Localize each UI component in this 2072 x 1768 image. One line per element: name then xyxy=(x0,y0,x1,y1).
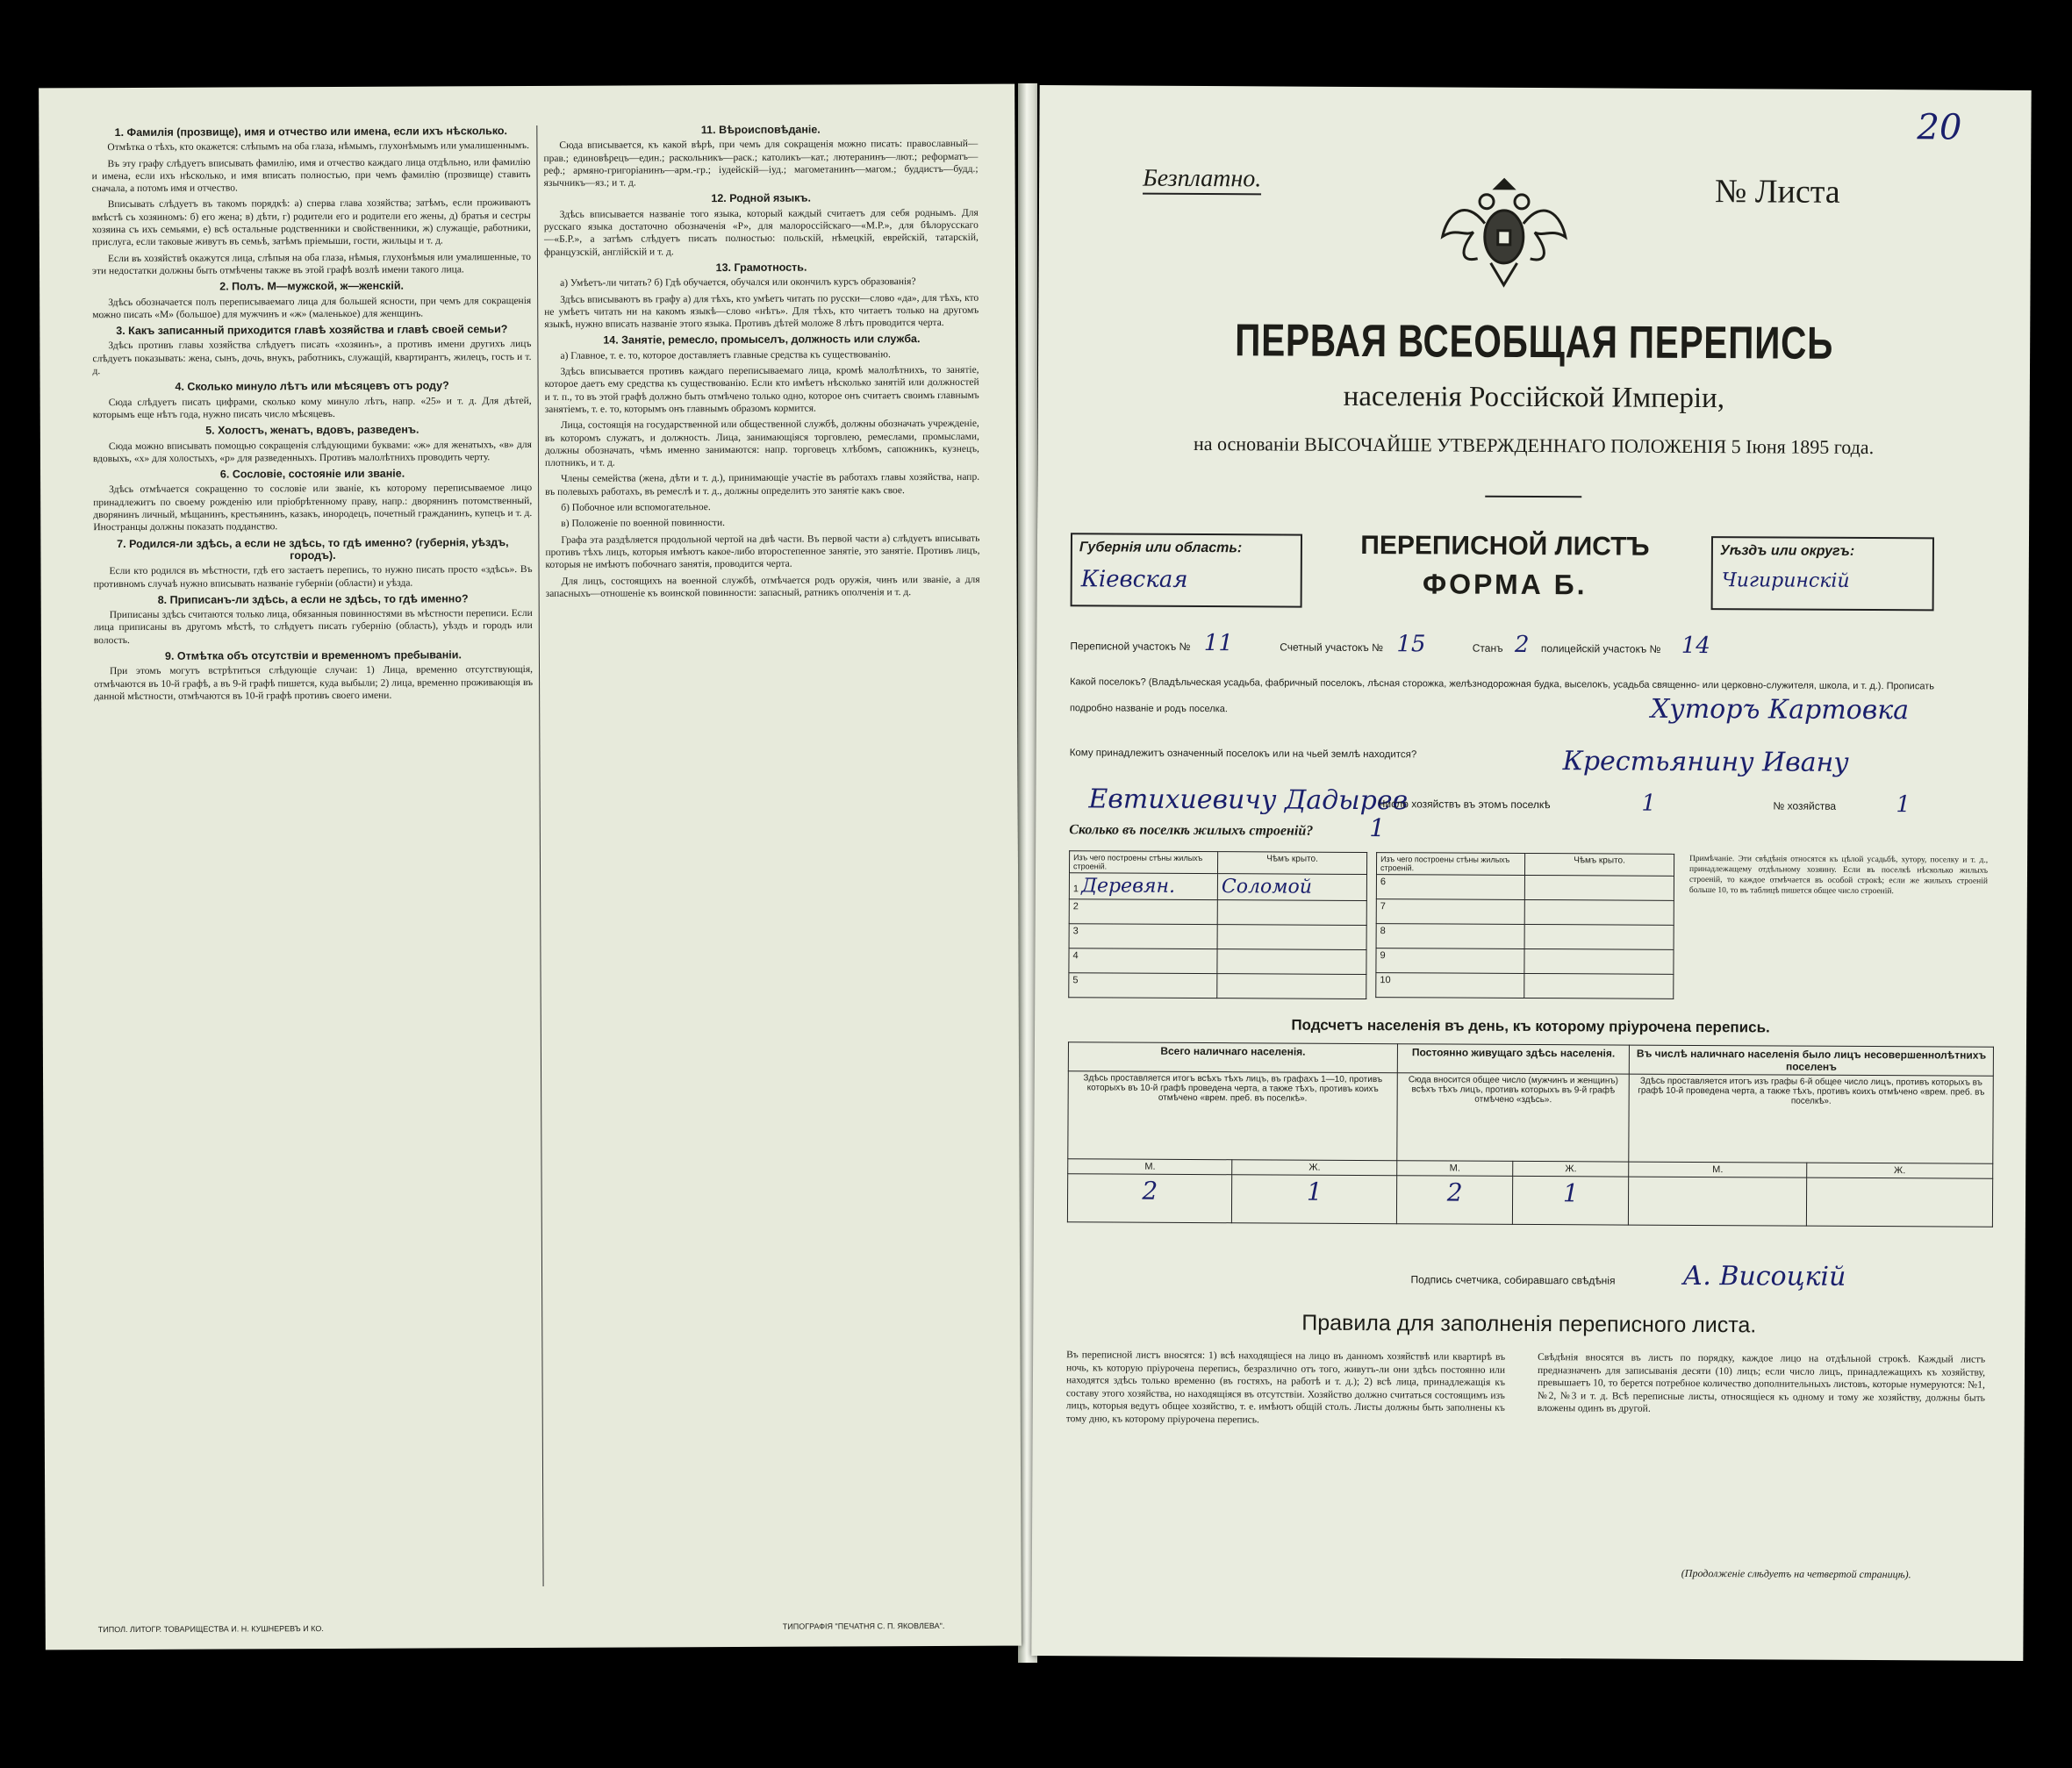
owner-label: Кому принадлежитъ означенный поселокъ или на чьей землѣ находится? xyxy=(1069,748,1417,761)
instruction-paragraph: Лица, состоящія на государственной или общественной службѣ, должны обозначать учрежденіе, въ которомъ служатъ, и должность. Лица, занимающіяся торговлею, ремеслами, промыслами, должны обозначать, чѣмъ именно занимаются: напр. торговецъ хлѣбомъ, сапожникъ, кузнецъ, плотникъ, и т. д. xyxy=(544,418,979,469)
summary-desc-total: Здѣсь проставляется итогъ всѣхъ тѣхъ лицъ, въ графахъ 1—10, противъ которыхъ въ 10-й графѣ проведена черта, а также тѣхъ, противъ коихъ отмѣчено «врем. преб. въ поселкѣ». xyxy=(1068,1071,1398,1161)
female-header: Ж. xyxy=(1807,1163,1993,1178)
count-section-value: 15 xyxy=(1396,631,1426,658)
summary-header-total: Всего наличнаго населенія. xyxy=(1068,1042,1397,1073)
minor-female-value xyxy=(1806,1177,1992,1227)
left-column-2 xyxy=(543,119,984,1595)
instruction-paragraph: Здѣсь отмѣчается сокращенно то сословіе или званіе, къ которому переписываемое лицо принадлежитъ по своему рожденію или пріобрѣтенному праву, напр.: дворянинъ потомственный, дворянинъ личный, мѣщанинъ, крестьянинъ, казакъ, инородецъ, почетный гражданинъ, купецъ и т. д. Иностранцы должны показать подданство. xyxy=(93,483,533,533)
instruction-paragraph: Здѣсь обозначается полъ переписываемаго лица для большей ясности, при чемъ для сокращенія можно писать «М» (большое) для мужчинъ и «ж» (маленькое) для женщинъ. xyxy=(92,295,532,321)
summary-title: Подсчетъ населенія въ день, къ которому пріурочена перепись. xyxy=(1291,1016,1770,1036)
column-divider xyxy=(536,125,543,1586)
section-heading: 3. Какъ записанный приходится главѣ хозяйства и главѣ своей семьи? xyxy=(116,323,508,338)
instruction-paragraph: Здѣсь вписывается противъ каждаго переписываемаго лица, кромѣ малолѣтнихъ, то занятіе, которое даетъ ему средства къ существованію. Если кто имѣетъ нѣсколько занятій или должностей и т. п., то въ этой графѣ должно быть отмѣчено только одно, которое онъ считаетъ своимъ главнымъ занятіемъ, т. е. то, которымъ онъ главнымъ образомъ кормится. xyxy=(544,364,979,415)
household-number-label: № хозяйства xyxy=(1773,799,1837,812)
walls-header-2: Изъ чего построены стѣны жилыхъ строеній. xyxy=(1376,853,1524,876)
buildings-label: Сколько въ поселкѣ жилыхъ строеній? xyxy=(1069,822,1314,839)
instruction-paragraph: Графа эта раздѣляется продольной чертой на двѣ части. Въ первой части а) слѣдуетъ вписывать противъ тѣхъ лицъ, которыя имѣютъ какое-либо второстепенное занятіе, это занятіе. Противъ лицъ, которыя не имѣютъ побочнаго занятія, проводится черта. xyxy=(545,533,980,571)
buildings-table-left xyxy=(1068,850,1367,999)
census-section-label: Переписной участокъ № xyxy=(1070,640,1191,653)
households-label: Число хозяйствъ въ этомъ поселкѣ xyxy=(1378,798,1551,812)
section-heading: 5. Холостъ, женатъ, вдовъ, разведенъ. xyxy=(205,423,419,437)
section-heading: 7. Родился-ли здѣсь, а если не здѣсь, то гдѣ именно? (губернія, уѣздъ, городъ). xyxy=(117,535,509,562)
population-summary-table xyxy=(1067,1041,1994,1228)
male-header: М. xyxy=(1068,1159,1233,1175)
instruction-paragraph: Сюда слѣдуетъ писать цифрами, сколько кому минуло лѣтъ, напр. «25» и т. д. Для дѣтей, которымъ еще нѣтъ года, нужно писать число мѣсяцевъ. xyxy=(92,395,532,421)
female-header: Ж. xyxy=(1513,1161,1629,1177)
instruction-paragraph: в) Положеніе по военной повинности. xyxy=(561,518,726,530)
summary-desc-permanent: Сюда вносится общее число (мужчинъ и женщинъ) всѣхъ тѣхъ лицъ, противъ которыхъ въ 9-й графѣ отмѣчено «здѣсь». xyxy=(1397,1073,1630,1162)
gubernia-label: Губернія или область: xyxy=(1079,540,1243,556)
section-heading: 6. Сословіе, состояніе или званіе. xyxy=(219,467,405,481)
instruction-paragraph: Здѣсь противъ главы хозяйства слѣдуетъ писать «хозяинъ», а противъ имени другихъ лицъ слѣдуетъ показывать: жена, сынъ, дочь, внукъ, работникъ, служащій, квартирантъ, жилецъ, гость и т. д. xyxy=(92,339,532,377)
section-heading: 14. Занятіе, ремесло, промыселъ, должность или служба. xyxy=(603,333,921,347)
instruction-paragraph: Сюда можно вписывать помощью сокращенія слѣдующими буквами: «ж» для женатыхъ, «в» для вдовыхъ, «х» для холостыхъ, «р» для разведенныхъ. Противъ малолѣтнихъ проводить черту. xyxy=(92,439,532,464)
section-heading: 13. Грамотность. xyxy=(715,261,807,275)
signature-label: Подпись счетчика, собиравшаго свѣдѣнія xyxy=(1410,1273,1616,1287)
rules-column-1: Въ переписной листъ вносятся: 1) всѣ находящіеся на лицо въ данномъ хозяйствѣ или квартирѣ въ ночь, къ которую пріурочена перепись, безразлично отъ того, живутъ-ли они здѣсь постоянно или находятся здѣсь только временно (въ гостяхъ, на работѣ и т. д.); 2) всѣ лица, принадлежащія къ составу этого хозяйства, но находящіяся въ отсутствіи. Хозяйство должно считаться состоящимъ изъ лицъ, которыя ведутъ общее хозяйство, т. е. имѣютъ общій столъ. Листы должны быть заполнены къ тому дню, къ которому пріурочена перепись. xyxy=(1065,1349,1506,1425)
building-row: 4 xyxy=(1069,948,1217,974)
stan-label: Станъ xyxy=(1472,641,1503,655)
section-heading: 1. Фамилія (прозвище), имя и отчество или имена, если ихъ нѣсколько. xyxy=(114,125,508,140)
roof-header-2: Чѣмъ крыто. xyxy=(1524,853,1674,876)
instruction-paragraph: Здѣсь вписываютъ въ графу а) для тѣхъ, кто умѣетъ читать по русски—слово «да», для тѣхъ, кто не умѣетъ читать ни на какомъ языкѣ—слово «нѣтъ». Для тѣхъ, кто читаетъ только на другомъ языкѣ, нужно вписать названіе этого языка. Противъ дѣтей моложе 8 лѣтъ проводится черта. xyxy=(544,292,979,331)
building-row: 6 xyxy=(1376,875,1524,900)
building-row: 8 xyxy=(1376,924,1524,949)
sections-line xyxy=(1070,629,1947,660)
male-header: М. xyxy=(1397,1161,1513,1177)
building-row: 1 Деревян. xyxy=(1069,873,1217,900)
section-heading: 9. Отмѣтка объ отсутствіи и временномъ пребываніи. xyxy=(164,648,462,662)
instruction-paragraph: Если кто родился въ мѣстности, гдѣ его застаетъ перепись, то нужно писать просто «здѣсь». Въ противномъ случаѣ нужно вписывать названіе губерніи (области) и уѣзда. xyxy=(93,564,533,590)
instruction-paragraph: Если въ хозяйствѣ окажутся лица, слѣпыя на оба глаза, нѣмыя, глухонѣмыя или умалишенные, то эти недостатки должны быть отмѣчены также въ этой графѣ возлѣ имени такого лица. xyxy=(92,251,531,277)
instruction-paragraph: а) Умѣетъ-ли читать? б) Гдѣ обучается, обучался или окончилъ курсъ образованія? xyxy=(560,276,916,290)
instruction-paragraph: Сюда вписывается, къ какой вѣрѣ, при чемъ для сокращенія можно писать: православный—прав.; единовѣрецъ—един.; раскольникъ—раск.; католикъ—кат.; лютеранинъ—лют.; реформатъ—реф.; армяно-григоріанинъ—арм.-гр.; іудейскій—іуд.; магометанинъ—магом.; буддистъ—будд.; язычникъ—яз.; и т. д. xyxy=(543,139,979,190)
instruction-paragraph: а) Главное, т. е. то, которое доставляетъ главные средства къ существованію. xyxy=(560,348,891,361)
main-title: ПЕРВАЯ ВСЕОБЩАЯ ПЕРЕПИСЬ xyxy=(1235,315,1834,369)
uezd-label: Уѣздъ или округъ: xyxy=(1719,543,1855,559)
signature-value: А. Висоцкій xyxy=(1682,1260,1846,1292)
permanent-female-value: 1 xyxy=(1513,1176,1629,1225)
subtitle: населенія Россійской Имперіи, xyxy=(1343,380,1725,415)
roof-header: Чѣмъ крыто. xyxy=(1217,852,1366,875)
section-heading: 8. Приписанъ-ли здѣсь, а если не здѣсь, то гдѣ именно? xyxy=(157,592,469,606)
summary-desc-minor: Здѣсь проставляется итогъ изъ графы 6-й общее число лицъ, противъ которыхъ въ графѣ 10-й проведена черта, а также тѣхъ, противъ коихъ отмѣчено «врем. преб. въ поселкѣ». xyxy=(1629,1074,1993,1163)
rules-title: Правила для заполненія переписного листа. xyxy=(1301,1310,1757,1338)
instruction-paragraph: Здѣсь вписывается названіе того языка, который каждый считаетъ для себя роднымъ. Для русскаго языка достаточно обозначенія «Р», для малороссійскаго—«М.Р.», для бѣлорусскаго—«Б.Р.», а затѣмъ слѣдуетъ писать полностью: польскій, нѣмецкій, еврейскій, татарскій, французскій, англійскій и т. д. xyxy=(543,207,979,258)
gubernia-value: Кіевская xyxy=(1080,566,1188,593)
sheet-number-handwritten: 20 xyxy=(1917,107,1962,148)
left-page xyxy=(39,84,1022,1650)
divider xyxy=(1485,496,1581,497)
section-heading: 11. Вѣроисповѣданіе. xyxy=(700,123,821,137)
right-page xyxy=(1031,85,2031,1661)
section-heading: 2. Полъ. М—мужской, ж—женскій. xyxy=(219,279,404,293)
total-male-value: 2 xyxy=(1067,1174,1232,1223)
female-header: Ж. xyxy=(1232,1160,1397,1176)
total-female-value: 1 xyxy=(1232,1175,1397,1224)
permanent-male-value: 2 xyxy=(1396,1176,1512,1225)
male-header: М. xyxy=(1629,1162,1807,1177)
buildings-note: Примѣчаніе. Эти свѣдѣнія относятся къ цѣлой усадьбѣ, хутору, поселку и т. д., принадлежащему отдѣльному хозяину. Если въ поселкѣ нѣсколько жилыхъ строеній, то каждое отмѣчается въ особой строкѣ; если же жилыхъ строеній больше 10, то въ таблицѣ пишется общее число строеній. xyxy=(1688,854,1989,897)
stan-value: 2 xyxy=(1514,631,1530,658)
instruction-paragraph: Вписывать слѣдуетъ въ такомъ порядкѣ: а) сперва глава хозяйства; затѣмъ, если проживаютъ вмѣстѣ съ хозяиномъ: б) его жена; в) дѣти, г) родители его и родители его жены, д) братья и сестры хозяина съ ихъ семьями, е) всѣ остальные родственники и свойственники, ж) служащіе, работники, прислуга, если таковые живутъ въ семьѣ, затѣмъ пріемыши, гости, жильцы и т. д. xyxy=(91,197,531,248)
printer-footer-left: ТИПОЛ. ЛИТОГР. ТОВАРИЩЕСТВА И. Н. КУШНЕРЕВЪ И КО. xyxy=(97,1624,324,1635)
settlement-label: Какой поселокъ? (Владѣльческая усадьба, фабричный поселокъ, лѣсная сторожка, желѣзнодорожная будка, выселокъ, усадьба священно- или церковно-служителя, школа, и т. д.). Прописать подробно названіе и родъ поселка. xyxy=(1069,676,1935,715)
buildings-value: 1 xyxy=(1369,813,1386,843)
instruction-paragraph: Отмѣтка о тѣхъ, кто окажется: слѣпымъ на оба глаза, нѣмымъ, глухонѣмымъ или умалишеннымъ. xyxy=(107,140,529,154)
building-row: 5 xyxy=(1069,973,1217,999)
owner-value: Крестьянину Ивану Евтихиевичу Дадырев xyxy=(1088,746,1849,817)
building-row: 7 xyxy=(1376,899,1524,925)
buildings-table-right xyxy=(1375,852,1674,999)
printer-footer-right: ТИПОГРАФІЯ "ПЕЧАТНЯ С. П. ЯКОВЛЕВА". xyxy=(782,1621,945,1631)
instruction-paragraph: Въ эту графу слѣдуетъ вписывать фамилію, имя и отчество каждаго лица отдѣльно, или фамилію и имена, если ихъ нѣсколько, и имя вписать полностью, при чемъ фамилію (прозвище) ставить сначала, а потомъ имя и отчество. xyxy=(91,156,531,195)
building-row: 9 xyxy=(1376,948,1524,974)
roof-cell: Соломой xyxy=(1217,874,1366,901)
rules-continuation-note: (Продолженіе слѣдуетъ на четвертой страницѣ). xyxy=(1681,1566,1911,1581)
walls-header: Изъ чего построены стѣны жилыхъ строеній. xyxy=(1069,851,1217,874)
form-letter: ФОРМА Б. xyxy=(1422,568,1588,601)
section-heading: 4. Сколько минуло лѣтъ или мѣсяцевъ отъ роду? xyxy=(175,379,449,394)
section-heading: 12. Родной языкъ. xyxy=(711,192,812,205)
instruction-paragraph: При этомъ могутъ встрѣтиться слѣдующіе случаи: 1) Лица, временно отсутствующія, отмѣчаются въ 10-й графѣ, а въ 9-й графѣ пишется, куда выбыли; 2) лица, временно проживающія въ данной мѣстности, отмѣчаются въ 10-й графѣ противъ своего имени. xyxy=(94,664,534,703)
sheet-number-label: № Листа xyxy=(1714,173,1840,211)
form-title-box xyxy=(1299,526,1712,615)
settlement-value: Хуторъ Картовка xyxy=(1650,693,1910,727)
left-column-1 xyxy=(91,121,536,1597)
free-label: Безплатно. xyxy=(1143,165,1261,196)
imperial-eagle-emblem xyxy=(1437,161,1570,294)
rules-column-2: Свѣдѣнія вносятся въ листъ по порядку, каждое лицо на отдѣльной строкѣ. Каждый листъ предназначенъ для записыванія десяти (10) лицъ; если число лицъ, принадлежащихъ къ хозяйству, превышаетъ 10, то берется потребное количество дополнительныхъ листовъ, которые нумеруются: №1, №2, №3 и т. д. Всѣ переписные листы, относящіеся къ одному и тому же хозяйству, должны быть вложены одинъ въ другой. xyxy=(1537,1352,1986,1414)
summary-header-permanent: Постоянно живущаго здѣсь населенія. xyxy=(1397,1044,1629,1074)
instruction-paragraph: Приписаны здѣсь считаются только лица, обязанныя повинностями въ мѣстности переписи. Если лица приписаны въ другомъ мѣстѣ, то слѣдуетъ писать губернію (область), уѣздъ и городъ или волость. xyxy=(93,608,533,646)
police-section-value: 14 xyxy=(1681,632,1710,660)
count-section-label: Счетный участокъ № xyxy=(1280,641,1384,655)
building-row: 2 xyxy=(1069,899,1217,925)
uezd-box xyxy=(1711,536,1934,611)
basis-line: на основаніи ВЫСОЧАЙШЕ УТВЕРЖДЕННАГО ПОЛОЖЕНІЯ 5 Іюня 1895 года. xyxy=(1193,432,1875,459)
instruction-paragraph: б) Побочное или вспомогательное. xyxy=(561,502,711,513)
gubernia-box xyxy=(1071,533,1302,607)
form-title: ПЕРЕПИСНОЙ ЛИСТЪ xyxy=(1360,530,1650,562)
uezd-value: Чигиринскій xyxy=(1721,569,1850,592)
household-number-value: 1 xyxy=(1896,791,1911,819)
building-row: 3 xyxy=(1069,924,1217,949)
instruction-paragraph: Члены семейства (жена, дѣти и т. д.), принимающіе участіе въ работахъ главы хозяйства, напр. въ полевыхъ работахъ, въ ремеслѣ и т. д., должны определить это занятіе какъ свое. xyxy=(545,472,980,497)
police-section-label: полицейскій участокъ № xyxy=(1540,642,1661,655)
instruction-paragraph: Для лицъ, состоящихъ на военной службѣ, отмѣчается родъ оружія, чинъ или званіе, а для запасныхъ—отношеніе къ воинской повинности: запасный, ратникъ ополченія и т. д. xyxy=(545,574,980,599)
census-section-value: 11 xyxy=(1203,630,1233,657)
minor-male-value xyxy=(1629,1177,1807,1226)
building-row: 10 xyxy=(1376,973,1524,999)
summary-header-minor: Въ числѣ наличнаго населенія было лицъ несовершеннолѣтнихъ поселенъ xyxy=(1630,1045,1994,1076)
households-value: 1 xyxy=(1641,790,1657,817)
